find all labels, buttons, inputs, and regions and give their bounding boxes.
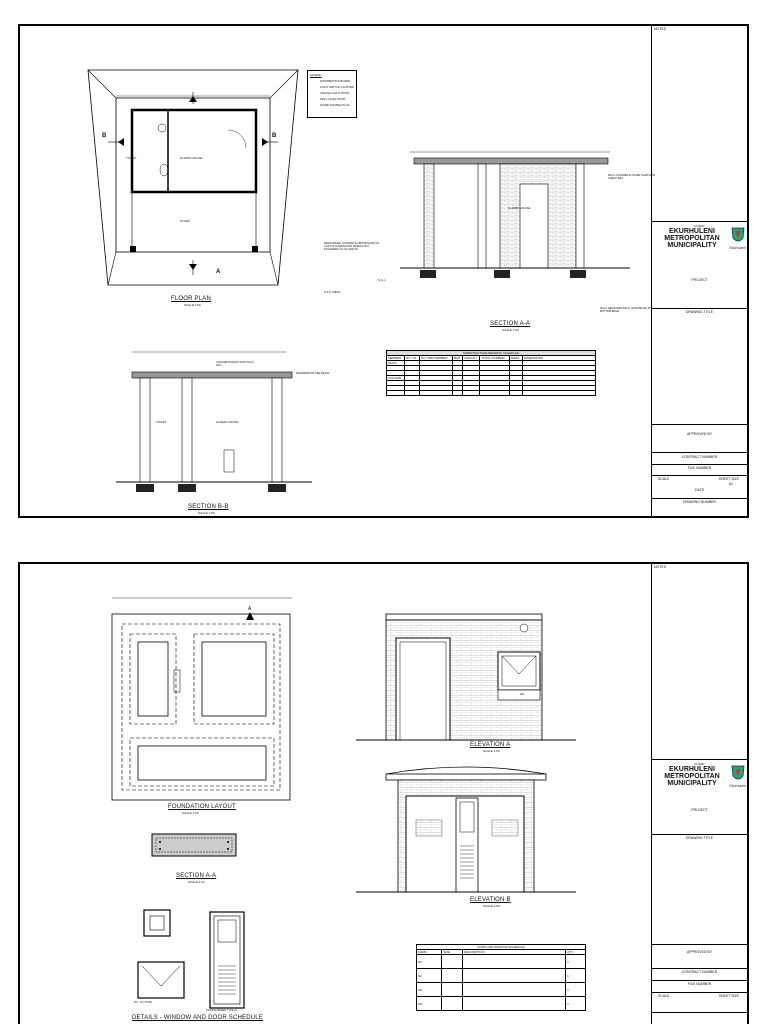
floor-plan-drawing [88, 70, 298, 290]
window-detail-label: W1 - W (TYPE) [134, 1001, 152, 1004]
legend-box [307, 70, 357, 118]
section-bb-note-waterproof: WATERPROOF SEE DETAIL [296, 372, 330, 375]
logo-text: Ekurhuleni [729, 784, 746, 788]
section-aa-note-ngl: N.G.L. [378, 278, 387, 282]
bending-schedule-title: SUBSTRUCTURE BENDING SCHEDULE [387, 351, 596, 356]
door-schedule-header: DESCRIPTION [463, 950, 566, 955]
table-row [417, 969, 586, 983]
file-number-label: FILE NUMBER [687, 982, 712, 986]
client-name: EKURHULENI METROPOLITAN MUNICIPALITY [664, 228, 720, 249]
floor-plan-room-guard-house: GUARD HOUSE [180, 156, 203, 160]
elevation-a-window-tag: W1 [520, 692, 525, 696]
section-aa-caption: SECTION A-A [490, 321, 531, 327]
section-mark-a: A [216, 269, 221, 275]
bending-schedule-header: MARK [509, 356, 522, 361]
section-mark-b-right: B [272, 133, 277, 139]
elevation-a-scale: SCALE 1:50 [483, 749, 500, 753]
table-row [417, 997, 586, 1011]
section-aa-room-label: GUARD HOUSE [508, 206, 531, 210]
bending-schedule-header: NO. OF [405, 356, 420, 361]
foundation-mark-a: A [248, 606, 252, 612]
elevation-a-caption: ELEVATION A [470, 742, 511, 748]
section-bb-note-roof: CONCRETE ROOF WITH 10mm FALL [216, 361, 255, 367]
bending-schedule-cell: COLUMN [387, 376, 405, 381]
contract-number-label: CONTRACT NUMBER [681, 455, 718, 459]
bending-schedule-header: DIMENSIONS [523, 356, 596, 361]
legend-title: LEGEND [310, 73, 322, 77]
title-block-2 [651, 564, 747, 1024]
table-row [417, 983, 586, 997]
footing-section-caption: SECTION A-A [176, 873, 217, 879]
bending-schedule-header: LENGTH [463, 356, 480, 361]
bending-schedule-header: NO. PER MEMBER [420, 356, 453, 361]
legend-item: DISTRIBUTION BOARD [320, 79, 351, 83]
section-aa-scale: SCALE 1:50 [502, 328, 519, 332]
legend-item: WALL LIGHT POINT [320, 97, 346, 101]
bending-schedule-header: TOTAL NUMBER [480, 356, 509, 361]
door-window-schedule-table [416, 944, 586, 1011]
legend-item: LIGHT SWITCH CLUSTER [320, 85, 354, 89]
door-schedule-cell: 1 [566, 955, 586, 969]
door-schedule-cell: 1 [566, 969, 586, 983]
section-bb-caption: SECTION B-B [188, 504, 229, 510]
bending-schedule-table [386, 350, 596, 396]
client-block [652, 759, 747, 810]
drawing-sheet-2 [18, 562, 749, 1024]
window-door-details-drawing [138, 906, 288, 1016]
floor-plan-scale: SCALE 1:50 [184, 303, 201, 307]
drawing-title-label: DRAWING TITLE [685, 836, 714, 840]
door-schedule-title: DOOR AND WINDOW SCHEDULE [417, 945, 586, 950]
door-schedule-cell: D2 [417, 969, 442, 983]
legend-item: CEILING LIGHT POINT [320, 91, 350, 95]
section-bb-scale: SCALE 1:50 [198, 511, 215, 515]
elevation-b-drawing [356, 760, 576, 900]
details-caption: DETAILS - WINDOW AND DOOR SCHEDULE [132, 1015, 264, 1021]
scale-label: SCALE [658, 994, 670, 998]
drawing-sheet-1 [18, 24, 749, 518]
bending-schedule-header: MEMBER [387, 356, 405, 361]
door-schedule-header: QTY [566, 950, 586, 955]
section-aa-note-infill: 30mm RECESSED INFILL WITH BEVEL AT BOTTOM EDGE [600, 307, 651, 313]
client-label: CLIENT [694, 762, 705, 766]
elevation-a-drawing [356, 608, 576, 748]
door-schedule-header: MARK [417, 950, 442, 955]
client-name: EKURHULENI METROPOLITAN MUNICIPALITY [664, 766, 720, 787]
bending-schedule-header: BAR [453, 356, 463, 361]
title-block-1 [651, 26, 747, 516]
table-row [387, 391, 596, 396]
section-bb-room-guard-house: GUARD HOUSE [216, 420, 239, 424]
logo-text: Ekurhuleni [729, 246, 746, 250]
door-schedule-cell: D1 [417, 955, 442, 969]
footing-section-drawing [148, 830, 238, 860]
section-aa-note-apron: REINFORCED CONCRETE APRON(SLAB) ON CAST IN ALTERNATIVE PANELS NOT EXCEEDING 3m IN LENGTH [324, 242, 380, 251]
ekurhuleni-logo-icon [731, 764, 745, 784]
foundation-layout-drawing [102, 594, 302, 804]
notes-label: NOTES [654, 27, 667, 31]
floor-plan-caption: FLOOR PLAN [171, 296, 212, 302]
section-aa-note-cover-slab: 80mm CONCRETE COVER SLAB WITH CHECK BAG [608, 174, 656, 180]
contract-number-label: CONTRACT NUMBER [681, 970, 718, 974]
section-mark-b-left: B [102, 133, 107, 139]
floor-plan-room-stoep: STOEP [180, 219, 191, 223]
scale-label: SCALE [658, 477, 670, 481]
ekurhuleni-logo-icon [731, 226, 745, 246]
client-label: CLIENT [694, 224, 705, 228]
foundation-scale: SCALE 1:50 [182, 811, 199, 815]
door-schedule-cell: W1 [417, 983, 442, 997]
door-schedule-cell: 1 [566, 983, 586, 997]
door-detail-label: TRANSFORMER TYPE (4) [206, 1009, 238, 1012]
sheet-size-value: A1 [728, 482, 733, 486]
table-row [417, 955, 586, 969]
floor-plan-room-toilet: TOILET [126, 156, 137, 160]
section-aa-drawing [400, 142, 640, 292]
sheet-size-label: SHEET SIZE [718, 994, 739, 998]
date-label: DATE [694, 488, 705, 492]
drawing-number-label: DRAWING NUMBER [683, 500, 716, 504]
section-aa-note-mesh: H.F.S. MESH [324, 290, 341, 294]
client-block [652, 221, 747, 280]
notes-label: NOTES [654, 565, 667, 569]
elevation-b-caption: ELEVATION B [470, 897, 511, 903]
bending-schedule-cell: ROOF [387, 361, 405, 366]
approved-by-label: APPROVED BY [686, 432, 713, 436]
project-label: PROJECT [691, 808, 708, 812]
file-number-label: FILE NUMBER [687, 466, 712, 470]
foundation-caption: FOUNDATION LAYOUT [168, 804, 236, 810]
project-label: PROJECT [691, 278, 708, 282]
door-schedule-header: SIZE [442, 950, 463, 955]
section-bb-room-toilet: TOILET [156, 420, 167, 424]
legend-item: 15AMP DOUBLE PLUG [320, 103, 350, 107]
footing-section-scale: SCALE 1:10 [188, 880, 205, 884]
sheet-size-label: SHEET SIZE [718, 477, 739, 481]
approved-by-label: APPROVED BY [686, 950, 713, 954]
door-schedule-cell: 1 [566, 997, 586, 1011]
drawing-title-label: DRAWING TITLE [685, 310, 714, 314]
elevation-b-scale: SCALE 1:50 [483, 904, 500, 908]
door-schedule-cell: W2 [417, 997, 442, 1011]
